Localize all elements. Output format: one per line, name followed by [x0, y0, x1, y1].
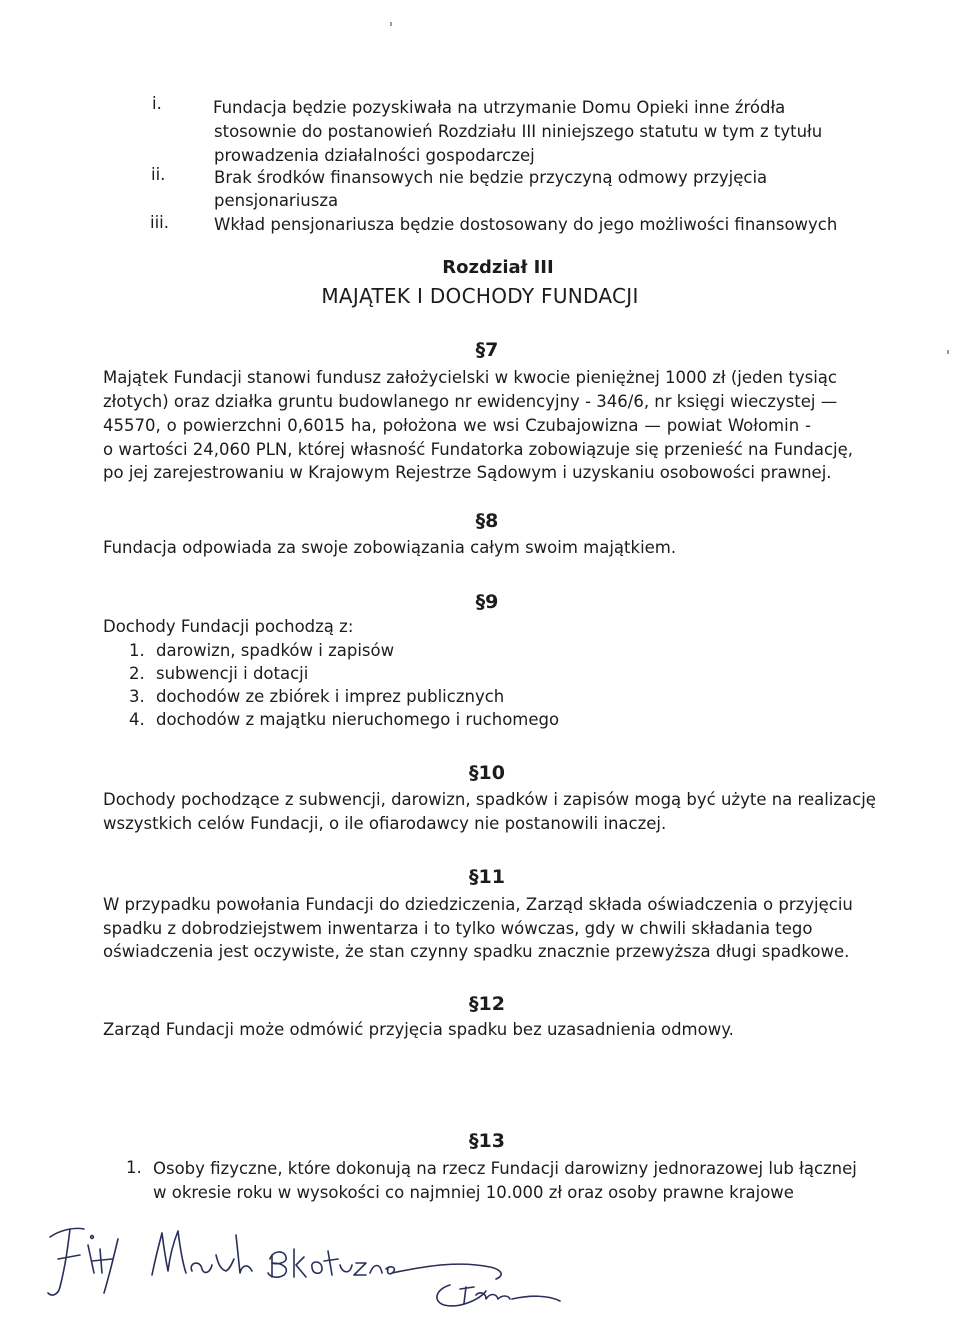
- list-item-number: i.: [152, 94, 162, 113]
- paragraph-line: o wartości 24,060 PLN, której własność Fundatorka zobowiązuje się przenieść na Fundację,: [103, 440, 854, 459]
- paragraph-line: W przypadku powołania Fundacji do dziedziczenia, Zarząd składa oświadczenia o przyjęciu: [103, 895, 853, 914]
- paragraph-line: spadku z dobrodziejstwem inwentarza i to tylko wówczas, gdy w chwili składania tego: [103, 919, 813, 938]
- handwritten-signatures: [40, 1215, 600, 1315]
- paragraph-line: 45570, o powierzchni 0,6015 ha, położona we wsi Czubajowizna — powiat Wołomin -: [103, 416, 811, 435]
- paragraph-line: po jej zarejestrowaniu w Krajowym Rejestrze Sądowym i uzyskaniu osobowości prawnej.: [103, 463, 832, 482]
- list-item-text: Osoby fizyczne, które dokonują na rzecz Fundacji darowizny jednorazowej lub łącznej: [153, 1159, 857, 1178]
- section-heading: §9: [475, 591, 499, 613]
- section-heading: §7: [475, 339, 499, 361]
- list-item-text: dochodów z majątku nieruchomego i ruchomego: [156, 710, 560, 729]
- list-item-text: subwencji i dotacji: [156, 664, 309, 683]
- paragraph-line: Dochody pochodzące z subwencji, darowizn, spadków i zapisów mogą być użyte na realizację: [103, 790, 876, 809]
- paragraph-line: Fundacja odpowiada za swoje zobowiązania całym swoim majątkiem.: [103, 538, 677, 557]
- list-item-text: stosownie do postanowień Rozdziału III niniejszego statutu w tym z tytułu: [214, 122, 823, 141]
- section-heading: §12: [469, 993, 505, 1015]
- list-item-number: 1.: [126, 1158, 142, 1177]
- paragraph-line: Zarząd Fundacji może odmówić przyjęcia spadku bez uzasadnienia odmowy.: [103, 1020, 734, 1039]
- paragraph-line: wszystkich celów Fundacji, o ile ofiarodawcy nie postanowili inaczej.: [103, 814, 667, 833]
- list-item-text: dochodów ze zbiórek i imprez publicznych: [156, 687, 505, 706]
- list-item-number: 1.: [129, 641, 145, 660]
- paragraph-line: Dochody Fundacji pochodzą z:: [103, 617, 354, 636]
- list-item-number: ii.: [151, 165, 166, 184]
- section-heading: §11: [469, 866, 505, 888]
- list-item-text: darowizn, spadków i zapisów: [156, 641, 395, 660]
- paragraph-line: złotych) oraz działka gruntu budowlanego nr ewidencyjny - 346/6, nr księgi wieczystej —: [103, 392, 838, 411]
- list-item-text: prowadzenia działalności gospodarczej: [214, 146, 535, 165]
- scan-speck: [390, 22, 392, 26]
- section-heading: §13: [469, 1130, 505, 1152]
- paragraph-line: oświadczenia jest oczywiste, że stan czynny spadku znacznie przewyższa długi spadkowe.: [103, 942, 850, 961]
- list-item-number: iii.: [150, 213, 169, 232]
- list-item-number: 2.: [129, 664, 145, 683]
- list-item-text: Fundacja będzie pozyskiwała na utrzymanie Domu Opieki inne źródła: [213, 98, 786, 117]
- list-item-number: 4.: [129, 710, 145, 729]
- list-item-text: pensjonariusza: [214, 191, 339, 210]
- chapter-title: MAJĄTEK I DOCHODY FUNDACJI: [321, 284, 639, 308]
- list-item-number: 3.: [129, 687, 145, 706]
- list-item-text: Wkład pensjonariusza będzie dostosowany do jego możliwości finansowych: [214, 215, 838, 234]
- paragraph-line: Majątek Fundacji stanowi fundusz założycielski w kwocie pieniężnej 1000 zł (jeden tysiąc: [103, 368, 837, 387]
- section-heading: §10: [469, 762, 505, 784]
- section-heading: §8: [475, 510, 499, 532]
- list-item-text: Brak środków finansowych nie będzie przyczyną odmowy przyjęcia: [214, 168, 768, 187]
- chapter-heading: Rozdział III: [442, 257, 554, 278]
- list-item-text: w okresie roku w wysokości co najmniej 10.000 zł oraz osoby prawne krajowe: [153, 1183, 794, 1202]
